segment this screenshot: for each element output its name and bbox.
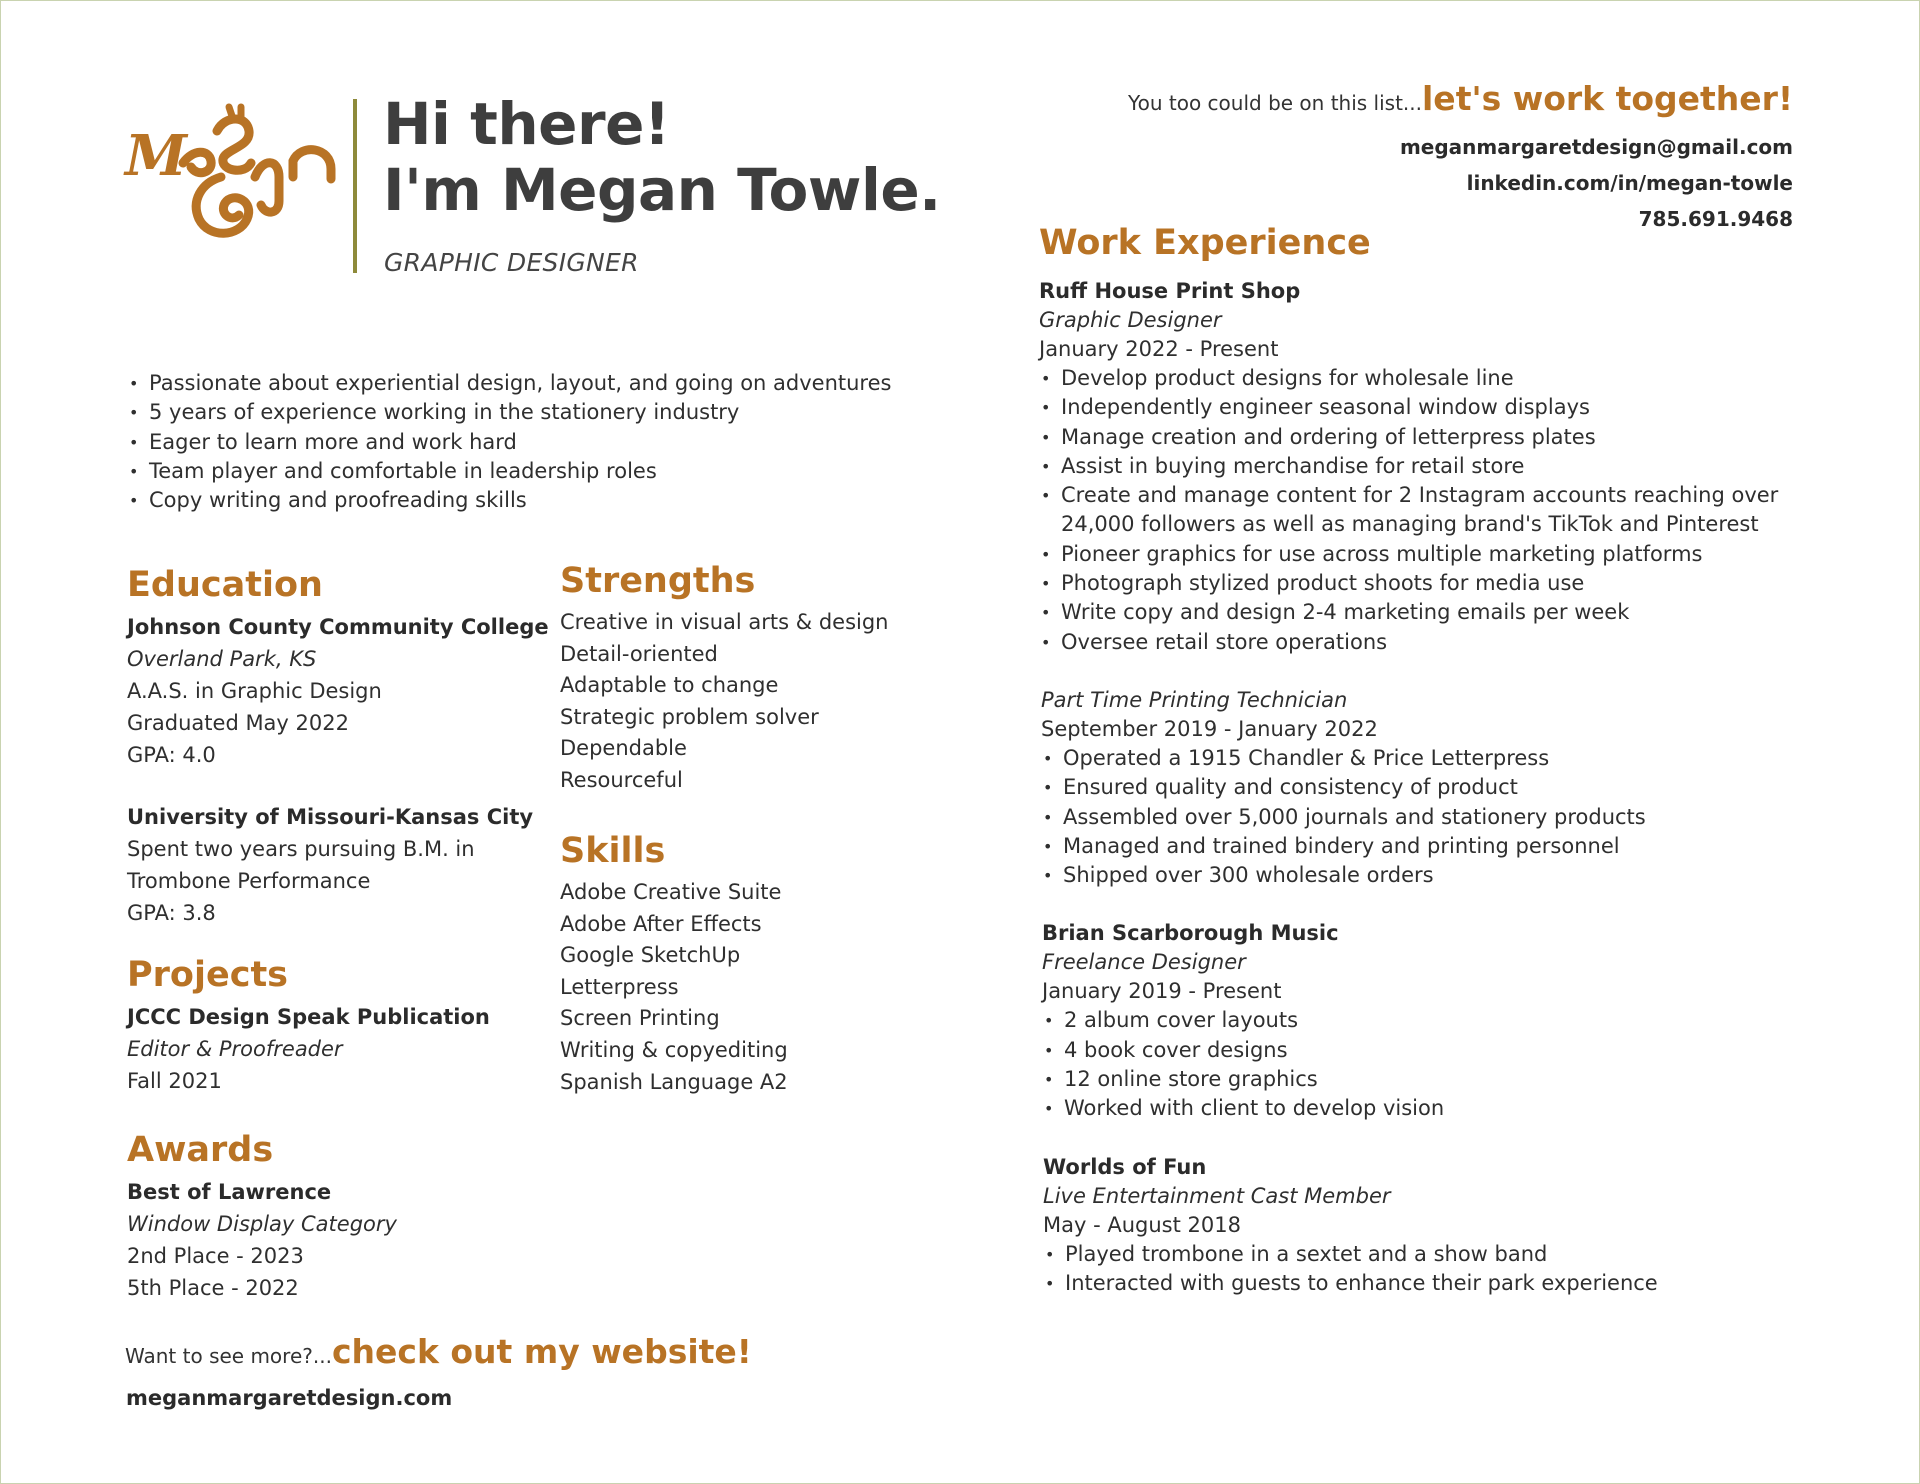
job-bullet: • Played trombone in a sextet and a show band [1043, 1240, 1778, 1269]
job-dates: January 2022 - Present [1039, 337, 1279, 361]
contact-linkedin[interactable]: linkedin.com/in/megan-towle [1466, 171, 1793, 195]
contact-cta-prefix: You too could be on this list... [1128, 91, 1422, 115]
job-bullet-continuation-text: 24,000 followers as well as managing brand's TikTok and Pinterest [1061, 512, 1759, 537]
award-line: 5th Place - 2022 [127, 1276, 299, 1300]
school-location: Overland Park, KS [127, 647, 317, 671]
job-bullet: • Assembled over 5,000 journals and stationery products [1041, 803, 1778, 832]
job-entry [1039, 277, 1778, 657]
contact-email[interactable]: meganmargaretdesign@gmail.com [1399, 135, 1793, 159]
intro-bullet: • Team player and comfortable in leadership roles [127, 457, 891, 486]
skill-item: Screen Printing [560, 1006, 720, 1031]
strength-item: Strategic problem solver [560, 704, 819, 729]
projects-heading: Projects [127, 955, 289, 995]
project-name: JCCC Design Speak Publication [127, 1005, 490, 1029]
skills-heading: Skills [560, 831, 666, 871]
job-bullet: • Oversee retail store operations [1039, 628, 1778, 657]
greeting [383, 91, 941, 223]
contact-cta-highlight: let's work together! [1422, 79, 1793, 118]
job-title: Graphic Designer [1039, 308, 1222, 332]
job-dates: September 2019 - January 2022 [1041, 716, 1378, 741]
award-name: Best of Lawrence [127, 1180, 332, 1204]
skill-item: Spanish Language A2 [560, 1069, 788, 1094]
job-bullet: • Ensured quality and consistency of product [1041, 773, 1778, 802]
website-cta [125, 1332, 752, 1371]
contact-cta [1128, 79, 1793, 118]
job-bullet: • 4 book cover designs [1042, 1036, 1778, 1065]
strength-item: Dependable [560, 736, 687, 761]
job-bullet: • 12 online store graphics [1042, 1065, 1778, 1094]
job-bullet: • Manage creation and ordering of letterpress plates [1039, 423, 1778, 452]
job-title: Freelance Designer [1042, 950, 1246, 975]
job-company: Worlds of Fun [1043, 1154, 1207, 1179]
job-entry [1039, 686, 1778, 890]
skill-item: Adobe After Effects [560, 911, 762, 936]
job-bullet: • Assist in buying merchandise for retail store [1039, 452, 1778, 481]
job-bullet: • Develop product designs for wholesale line [1039, 364, 1778, 393]
school-line: GPA: 4.0 [127, 743, 216, 767]
intro-bullet: • 5 years of experience working in the stationery industry [127, 398, 891, 427]
job-entry [1039, 1153, 1778, 1299]
school-line: A.A.S. in Graphic Design [127, 679, 382, 703]
job-bullet: • Photograph stylized product shoots for media use [1039, 569, 1778, 598]
work-experience-section [1039, 221, 1778, 1298]
school-line: Spent two years pursuing B.M. in [127, 837, 475, 861]
skill-item: Adobe Creative Suite [560, 880, 782, 904]
strengths-section [560, 559, 889, 797]
contact-phone: 785.691.9468 [1638, 207, 1793, 231]
school-name: University of Missouri-Kansas City [127, 805, 534, 829]
job-title: Live Entertainment Cast Member [1043, 1183, 1391, 1208]
job-bullet-continuation [1039, 510, 1778, 539]
job-bullet: • Worked with client to develop vision [1042, 1094, 1778, 1123]
job-bullet: • Operated a 1915 Chandler & Price Letterpress [1041, 744, 1778, 773]
job-entry [1039, 919, 1778, 1123]
intro-bullet: • Eager to learn more and work hard [127, 428, 891, 457]
job-bullet: • Pioneer graphics for use across multiple marketing platforms [1039, 540, 1778, 569]
school-line: Graduated May 2022 [127, 711, 349, 735]
website-cta-highlight: check out my website! [331, 1332, 752, 1371]
job-bullets [1039, 364, 1778, 657]
job-dates: May - August 2018 [1043, 1212, 1241, 1237]
job-title: Part Time Printing Technician [1041, 687, 1348, 712]
megan-logo [121, 97, 341, 247]
school-name: Johnson County Community College [127, 615, 549, 639]
job-bullets [1042, 1006, 1778, 1123]
strength-item: Detail-oriented [560, 641, 718, 666]
strengths-heading: Strengths [560, 561, 756, 601]
job-bullet: • Shipped over 300 wholesale orders [1041, 861, 1778, 890]
skill-item: Writing & copyediting [560, 1037, 788, 1062]
strength-item: Adaptable to change [560, 673, 779, 698]
project-role: Editor & Proofreader [127, 1037, 343, 1061]
skills-section [560, 829, 788, 1098]
website-cta-prefix: Want to see more?... [125, 1344, 332, 1368]
job-bullet: • Interacted with guests to enhance their park experience [1043, 1269, 1778, 1298]
job-bullet: • Create and manage content for 2 Instagram accounts reaching over [1039, 481, 1778, 510]
education-heading: Education [127, 565, 323, 605]
job-role: GRAPHIC DESIGNER [384, 248, 639, 277]
job-bullet: • Managed and trained bindery and printing personnel [1041, 832, 1778, 861]
greeting-line-2: I'm Megan Towle. [383, 156, 941, 224]
awards-heading: Awards [127, 1130, 274, 1170]
award-category: Window Display Category [127, 1212, 397, 1236]
work-heading: Work Experience [1039, 223, 1371, 263]
job-bullets [1041, 744, 1778, 890]
job-dates: January 2019 - Present [1042, 979, 1282, 1004]
job-company: Ruff House Print Shop [1039, 279, 1301, 303]
job-bullets [1043, 1240, 1778, 1299]
intro-bullet: • Copy writing and proofreading skills [127, 486, 891, 515]
school-line: GPA: 3.8 [127, 901, 216, 925]
job-bullet: • Write copy and design 2-4 marketing emails per week [1039, 598, 1778, 627]
education-section [127, 563, 549, 929]
project-date: Fall 2021 [127, 1069, 222, 1093]
logo-letter-m: M [125, 123, 187, 189]
job-bullet: • Independently engineer seasonal window displays [1039, 393, 1778, 422]
award-line: 2nd Place - 2023 [127, 1244, 304, 1268]
intro-bullets [127, 369, 891, 515]
job-company: Brian Scarborough Music [1042, 921, 1339, 946]
megan-logo-mark [121, 97, 341, 247]
skill-item: Google SketchUp [560, 943, 741, 968]
job-bullet: • 2 album cover layouts [1042, 1006, 1778, 1035]
strength-item: Resourceful [560, 767, 683, 792]
intro-bullet: • Passionate about experiential design, layout, and going on adventures [127, 369, 891, 398]
awards-section [127, 1128, 397, 1304]
skill-item: Letterpress [560, 974, 679, 999]
greeting-line-1: Hi there! [383, 90, 670, 158]
website-url[interactable]: meganmargaretdesign.com [126, 1386, 453, 1410]
header-divider [353, 99, 357, 273]
projects-section [127, 953, 490, 1097]
strength-item: Creative in visual arts & design [560, 610, 889, 634]
school-line: Trombone Performance [127, 869, 371, 893]
